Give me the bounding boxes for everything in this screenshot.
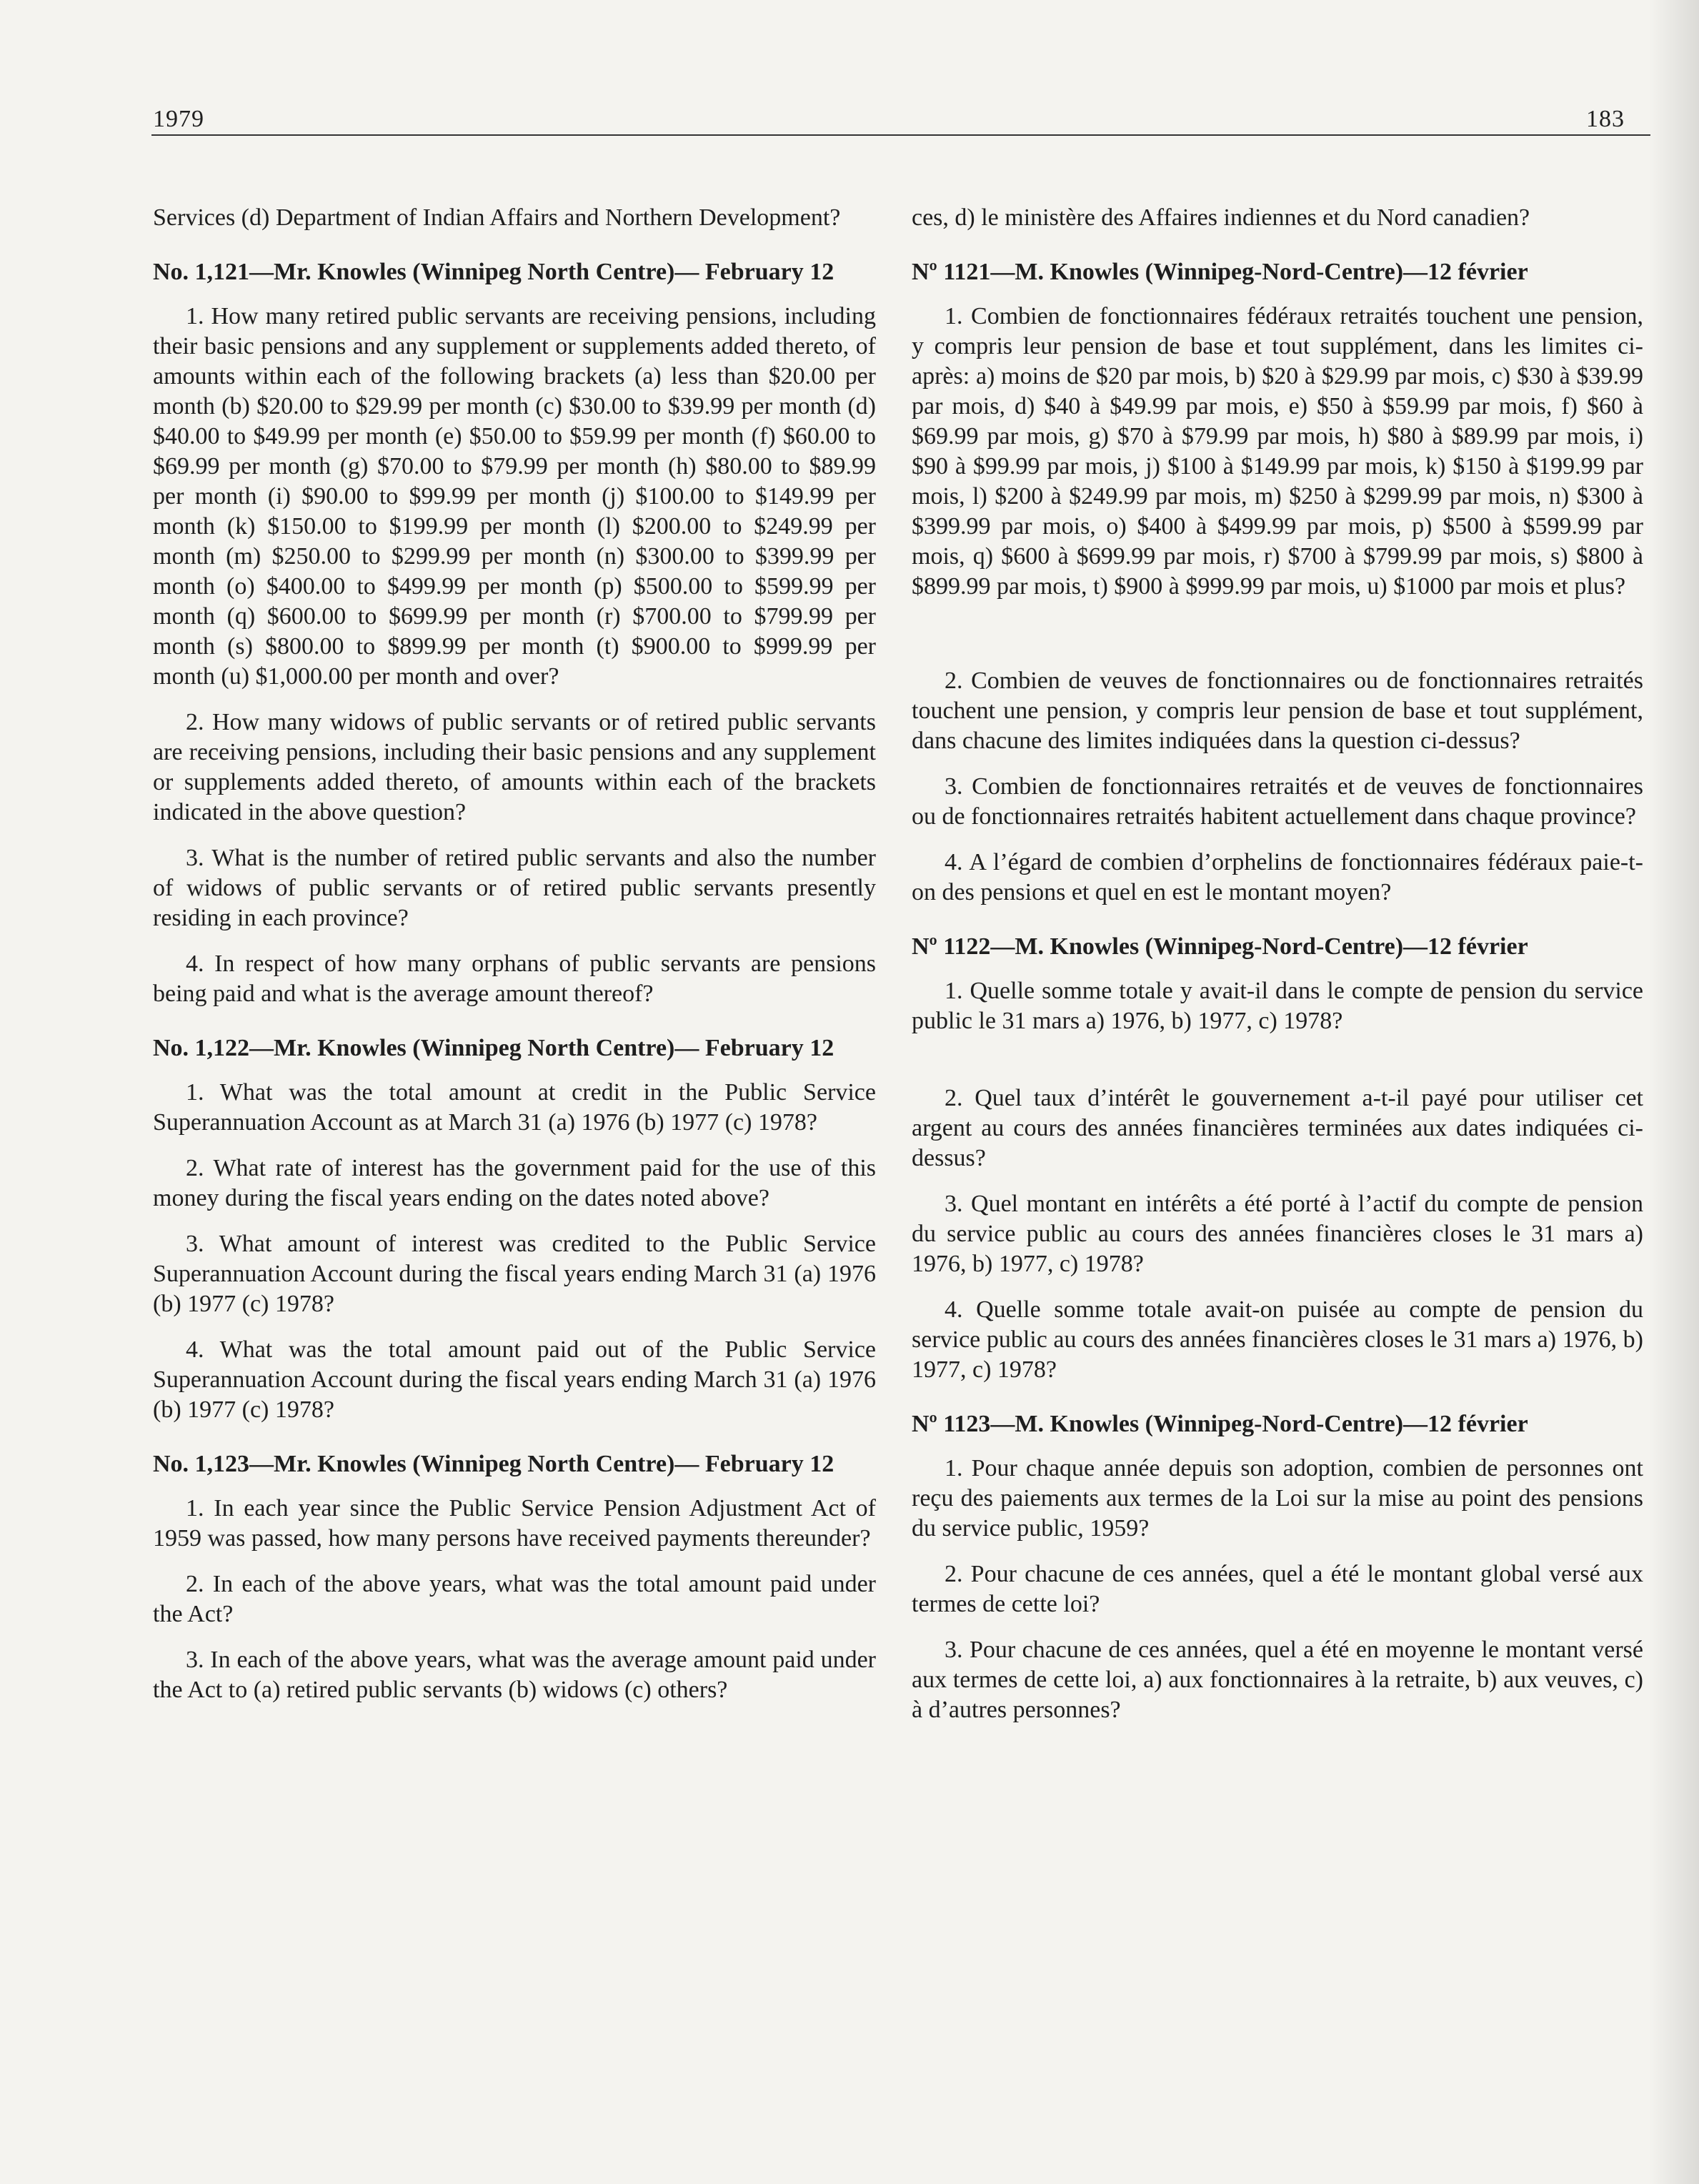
question-paragraph: 3. What is the number of retired public servants and also the number of widows of public servants or of retired public servants presently residing in each province? bbox=[153, 845, 876, 931]
question-heading: No. 1,122—Mr. Knowles (Winnipeg North Centre)— February 12 bbox=[153, 1035, 834, 1061]
question-heading: Nº 1122—M. Knowles (Winnipeg-Nord-Centre)—12 février bbox=[912, 933, 1528, 960]
question-paragraph: 1. What was the total amount at credit in the Public Service Superannuation Account as at March 31 (a) 1976 (b) 1977 (c) 1978? bbox=[153, 1079, 876, 1136]
question-paragraph: 1. Pour chaque année depuis son adoption, combien de personnes ont reçu des paiements aux termes de la Loi sur la mise au point des pensions du service public, 1959? bbox=[912, 1455, 1643, 1542]
question-paragraph: 3. Pour chacune de ces années, quel a été en moyenne le montant versé aux termes de cette loi, a) aux fonctionnaires à la retraite, b) aux veuves, c) à d’autres personnes? bbox=[912, 1637, 1643, 1723]
binding-shadow bbox=[1649, 0, 1699, 2184]
question-paragraph: 2. What rate of interest has the government paid for the use of this money during the fiscal years ending on the dates noted above? bbox=[153, 1155, 876, 1211]
question-paragraph: 3. Combien de fonctionnaires retraités et de veuves de fonctionnaires ou de fonctionnaires retraités habitent actuellement dans chaque province? bbox=[912, 773, 1643, 830]
question-1121-fr bbox=[912, 257, 1643, 908]
question-heading: No. 1,123—Mr. Knowles (Winnipeg North Centre)— February 12 bbox=[153, 1451, 834, 1477]
question-1121-en bbox=[153, 257, 876, 1009]
question-paragraph: 3. Quel montant en intérêts a été porté à l’actif du compte de pension du service public au cours des années financières closes le 31 mars a) 1976, b) 1977, c) 1978? bbox=[912, 1191, 1643, 1277]
question-paragraph: 2. In each of the above years, what was the total amount paid under the Act? bbox=[153, 1571, 876, 1627]
question-paragraph: 2. Pour chacune de ces années, quel a été le montant global versé aux termes de cette loi? bbox=[912, 1561, 1643, 1617]
question-heading: Nº 1123—M. Knowles (Winnipeg-Nord-Centre)—12 février bbox=[912, 1411, 1528, 1437]
question-paragraph: 2. Combien de veuves de fonctionnaires ou de fonctionnaires retraités touchent une pension, y compris leur pension de base et tout supplément, dans chacune des limites indiquées dans la question ci-dessus? bbox=[912, 667, 1643, 754]
english-column bbox=[153, 203, 876, 1729]
question-1122-en bbox=[153, 1033, 876, 1425]
continuation-text: ces, d) le ministère des Affaires indiennes et du Nord canadien? bbox=[912, 204, 1530, 231]
french-column bbox=[912, 203, 1643, 1749]
question-paragraph: 1. Quelle somme totale y avait-il dans le compte de pension du service public le 31 mars a) 1976, b) 1977, c) 1978? bbox=[912, 978, 1643, 1034]
header-rule bbox=[151, 134, 1650, 136]
question-heading: No. 1,121—Mr. Knowles (Winnipeg North Centre)— February 12 bbox=[153, 259, 834, 285]
question-1122-fr bbox=[912, 932, 1643, 1385]
question-paragraph: 4. Quelle somme totale avait-on puisée au compte de pension du service public au cours des années financières closes le 31 mars a) 1976, b) 1977, c) 1978? bbox=[912, 1296, 1643, 1383]
question-paragraph: 3. What amount of interest was credited to the Public Service Superannuation Account during the fiscal years ending March 31 (a) 1976 (b) 1977 (c) 1978? bbox=[153, 1231, 876, 1317]
question-paragraph: 4. A l’égard de combien d’orphelins de fonctionnaires fédéraux paie-t-on des pensions et quel en est le montant moyen? bbox=[912, 849, 1643, 905]
question-paragraph: 1. In each year since the Public Service Pension Adjustment Act of 1959 was passed, how many persons have received payments thereunder? bbox=[153, 1495, 876, 1552]
question-paragraph: 2. Quel taux d’intérêt le gouvernement a-t-il payé pour utiliser cet argent au cours des années financières terminées aux dates indiquées ci-dessus? bbox=[912, 1085, 1643, 1171]
question-paragraph: 1. How many retired public servants are receiving pensions, including their basic pensions and any supplement or supplements added thereto, of amounts within each of the following brackets (a) less than $20.00 per month (b) $20.00 to $29.99 per month (c) $30.00 to $39.99 per month (d) $40.00 to $49.99 per month (e) $50.00 to $59.99 per month (f) $60.00 to $69.99 per month (g) $70.00 to $79.99 per month (h) $80.00 to $89.99 per month (i) $90.00 to $99.99 per month (j) $100.00 to $149.99 per month (k) $150.00 to $199.99 per month (l) $200.00 to $249.99 per month (m) $250.00 to $299.99 per month (n) $300.00 to $399.99 per month (o) $400.00 to $499.99 per month (p) $500.00 to $599.99 per month (q) $600.00 to $699.99 per month (r) $700.00 to $799.99 per month (s) $800.00 to $899.99 per month (t) $900.00 to $999.99 per month (u) $1,000.00 per month and over? bbox=[153, 303, 876, 690]
question-paragraph: 4. In respect of how many orphans of public servants are pensions being paid and what is the average amount thereof? bbox=[153, 950, 876, 1007]
page-year: 1979 bbox=[153, 106, 204, 132]
question-paragraph: 3. In each of the above years, what was the average amount paid under the Act to (a) retired public servants (b) widows (c) others? bbox=[153, 1647, 876, 1703]
question-heading: Nº 1121—M. Knowles (Winnipeg-Nord-Centre)—12 février bbox=[912, 259, 1528, 285]
question-1123-fr bbox=[912, 1409, 1643, 1725]
question-paragraph: 1. Combien de fonctionnaires fédéraux retraités touchent une pension, y compris leur pension de base et tout supplément, dans les limites ci-après: a) moins de $20 par mois, b) $20 à $29.99 par mois, c) $30 à $39.99 par mois, d) $40 à $49.99 par mois, e) $50 à $59.99 par mois, f) $60 à $69.99 par mois, g) $70 à $79.99 par mois, h) $80 à $89.99 par mois, i) $90 à $99.99 par mois, j) $100 à $149.99 par mois, k) $150 à $199.99 par mois, l) $200 à $249.99 par mois, m) $250 à $299.99 par mois, n) $300 à $399.99 par mois, o) $400 à $499.99 par mois, p) $500 à $599.99 par mois, q) $600 à $699.99 par mois, r) $700 à $799.99 par mois, s) $800 à $899.99 par mois, t) $900 à $999.99 par mois, u) $1000 par mois et plus? bbox=[912, 303, 1643, 600]
page-number: 183 bbox=[1586, 106, 1625, 132]
question-1123-en bbox=[153, 1449, 876, 1705]
continuation-text: Services (d) Department of Indian Affairs and Northern Development? bbox=[153, 204, 841, 231]
question-paragraph: 4. What was the total amount paid out of the Public Service Superannuation Account during the fiscal years ending March 31 (a) 1976 (b) 1977 (c) 1978? bbox=[153, 1336, 876, 1423]
question-paragraph: 2. How many widows of public servants or of retired public servants are receiving pensions, including their basic pensions and any supplement or supplements added thereto, of amounts within each of the brackets indicated in the above question? bbox=[153, 709, 876, 825]
